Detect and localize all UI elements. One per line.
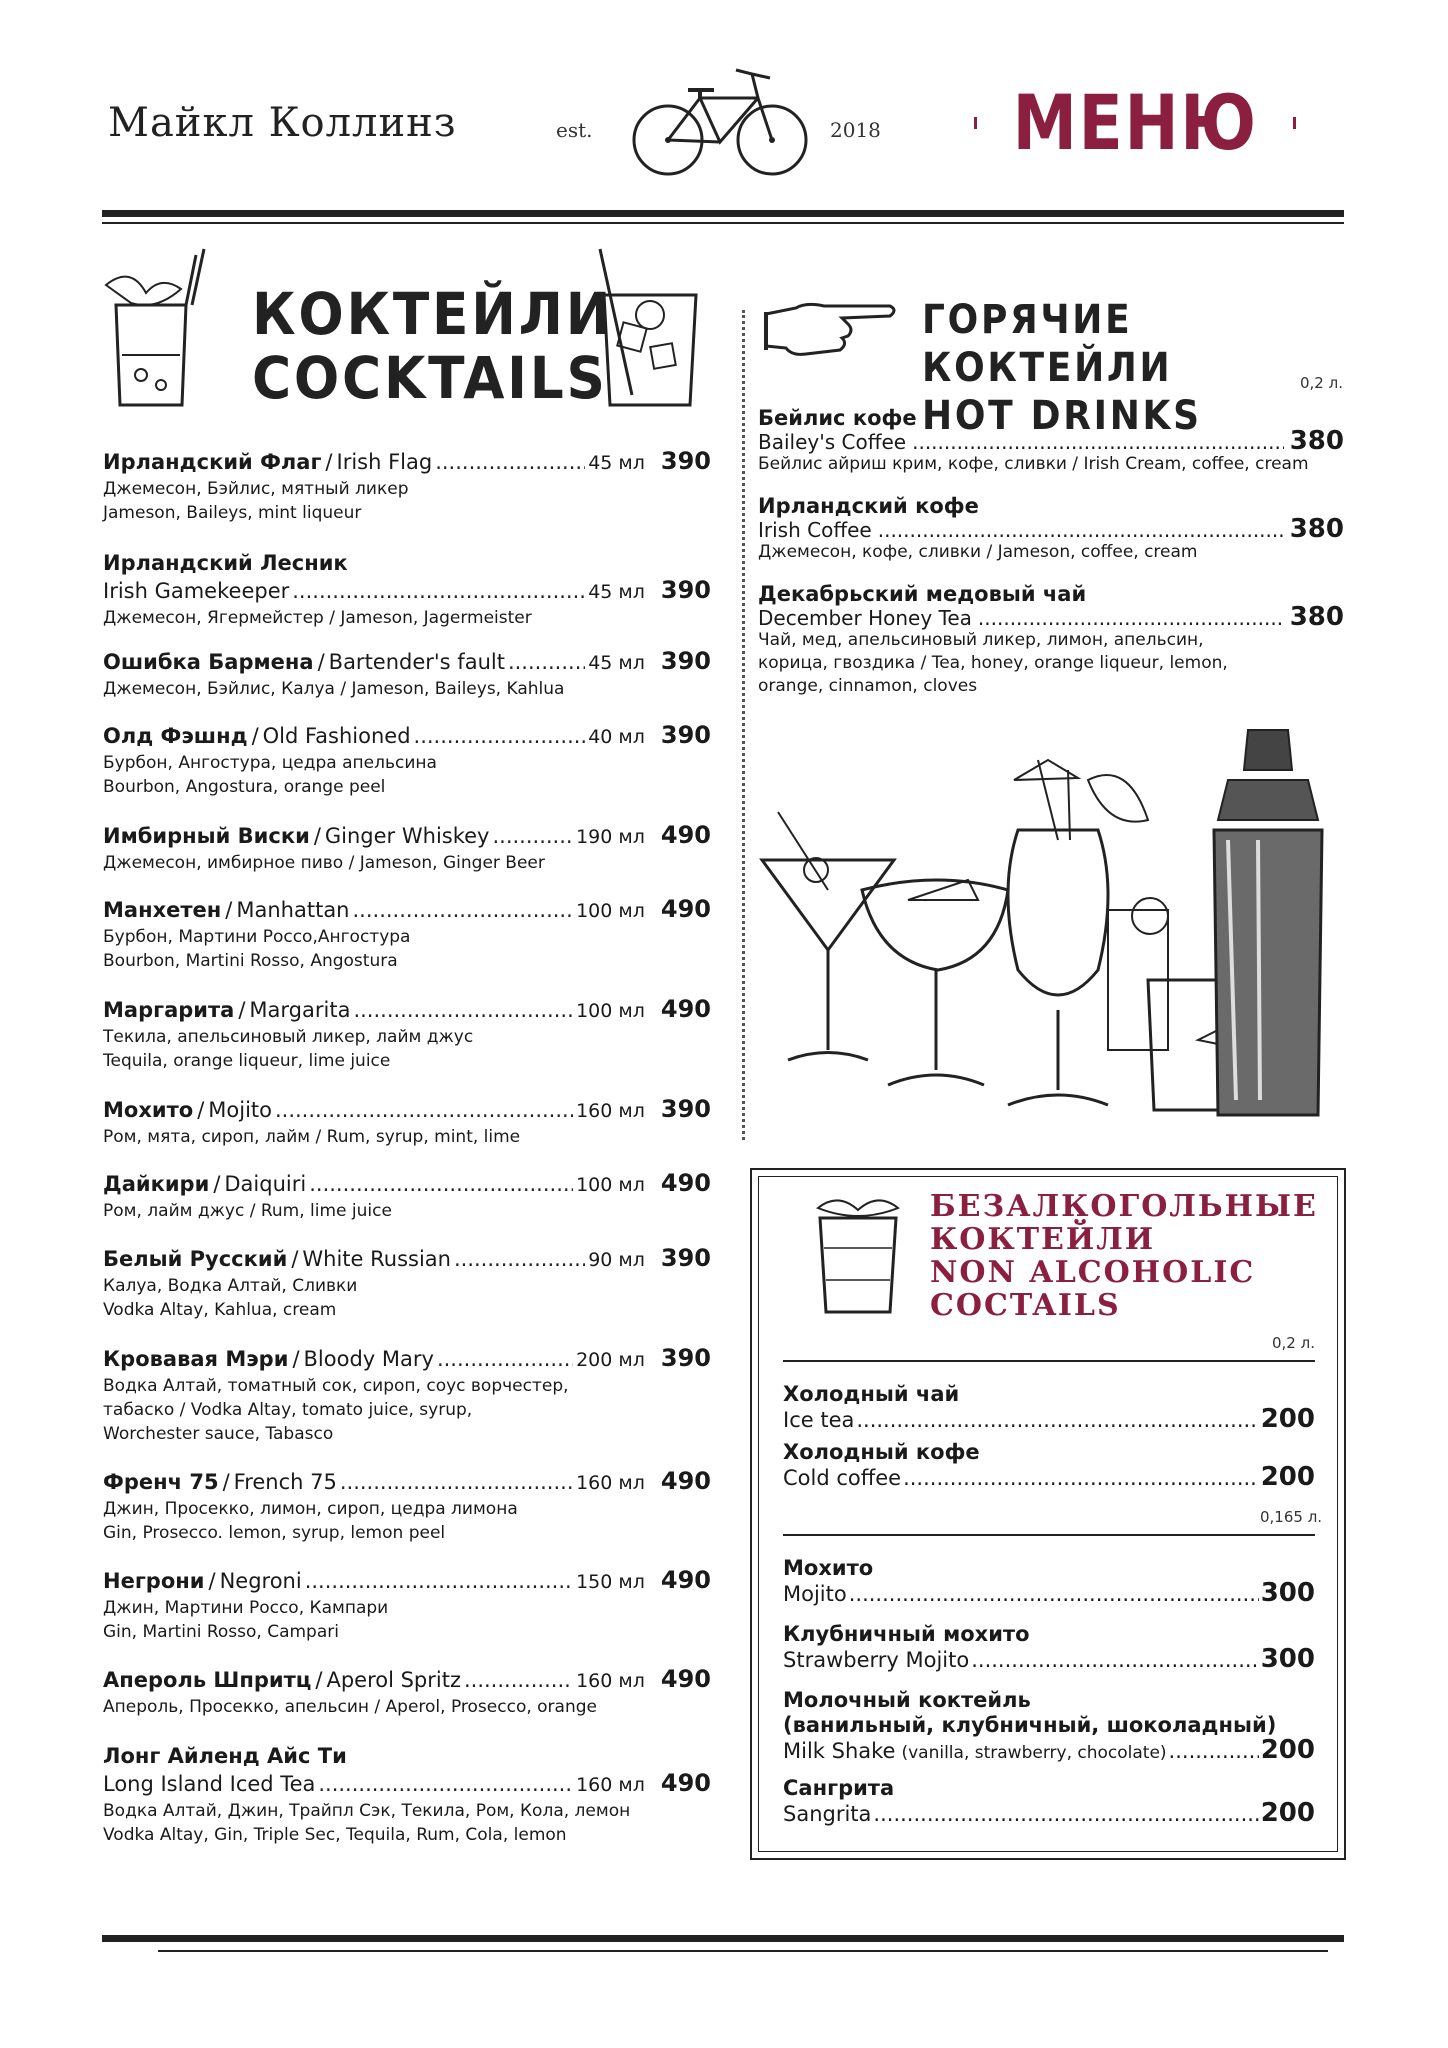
leader-dots — [464, 1667, 573, 1694]
cocktail-description: Ром, мята, сироп, лайм / Rum, syrup, mint, lime — [103, 1127, 521, 1147]
non-alcoholic-name-en: Cold coffee — [783, 1466, 902, 1490]
hot-drink-description: Чай, мед, апельсиновый ликер, лимон, апельсин, — [758, 630, 1204, 650]
cocktail-name-en: Margarita — [249, 998, 351, 1022]
non-alcoholic-name-ru: Сангрита — [783, 1776, 895, 1800]
cocktail-name-ru: Олд Фэшнд — [103, 724, 248, 748]
hot-drink-name-en: Irish Coffee — [758, 518, 872, 542]
cocktail-volume: 190 мл — [576, 826, 645, 848]
cocktail-description-en: табаско / Vodka Altay, tomato juice, syrup, — [103, 1400, 473, 1420]
cocktail-name-ru: Манхетен — [103, 898, 222, 922]
leader-dots — [1169, 1739, 1259, 1764]
name-separator: / — [222, 1470, 230, 1494]
highball-glass-icon — [590, 245, 710, 415]
cocktail-item — [103, 550, 711, 630]
cocktail-price: 490 — [660, 1665, 711, 1693]
hot-drink-description-2: корица, гвоздика / Tea, honey, orange liqueur, lemon, — [758, 653, 1228, 673]
hot-drink-name-ru: Бейлис кофе — [758, 406, 917, 430]
leader-dots — [971, 1648, 1259, 1673]
cocktail-description-en: Jameson, Baileys, mint liqueur — [103, 503, 362, 523]
leader-dots — [353, 897, 574, 924]
cocktail-name-en: Mojito — [208, 1098, 272, 1122]
name-separator: / — [315, 1668, 323, 1692]
cocktail-name-ru: Имбирный Виски — [103, 824, 310, 848]
cocktail-name-ru: Мохито — [103, 1098, 194, 1122]
leader-dots — [978, 607, 1284, 629]
hot-drink-item — [758, 494, 1344, 564]
non-alcoholic-unit-1: 0,2 л. — [1272, 1334, 1315, 1352]
non-alcoholic-item — [783, 1688, 1315, 1766]
cocktail-name-ru: Негрони — [103, 1569, 205, 1593]
cocktail-price: 490 — [660, 1566, 711, 1594]
cocktail-name-ru: Белый Русский — [103, 1247, 288, 1271]
non-alcoholic-item — [783, 1622, 1315, 1673]
cocktail-description: Джемесон, Ягермейстер / Jameson, Jagermeister — [103, 608, 532, 628]
cocktail-volume: 160 мл — [576, 1774, 645, 1796]
cocktail-name-en: Irish Gamekeeper — [103, 579, 290, 603]
cocktail-name-en: Negroni — [219, 1569, 302, 1593]
name-separator: / — [213, 1172, 221, 1196]
non-alcoholic-price: 200 — [1260, 1735, 1315, 1765]
leader-dots — [318, 1771, 573, 1798]
mojito-glass-icon — [808, 1188, 908, 1318]
hot-drink-name-en: Bailey's Coffee — [758, 430, 907, 454]
cocktail-description: Апероль, Просекко, апельсин / Aperol, Prosecco, orange — [103, 1697, 597, 1717]
leader-dots — [454, 1246, 585, 1273]
pointing-hand-icon — [762, 292, 902, 362]
cocktail-name-ru: Лонг Айленд Айс Ти — [103, 1744, 347, 1768]
cocktail-description-en: Gin, Prosecco. lemon, syrup, lemon peel — [103, 1523, 446, 1543]
cocktail-item — [103, 1468, 711, 1545]
cocktail-name-ru: Ирландский Лесник — [103, 551, 348, 575]
cocktail-description-en: Gin, Martini Rosso, Campari — [103, 1622, 339, 1642]
cocktail-name-en: Bloody Mary — [303, 1347, 434, 1371]
non-alcoholic-title — [930, 1190, 1318, 1322]
cocktail-description: Ром, лайм джус / Rum, lime juice — [103, 1201, 392, 1221]
leader-dots — [435, 449, 585, 476]
cocktail-name-en: French 75 — [233, 1470, 337, 1494]
cocktail-description: Бурбон, Мартини Россо,Ангостура — [103, 927, 411, 947]
hot-drinks-title-en: HOT DRINKS — [922, 393, 1202, 439]
non-alcoholic-name-ru: Холодный кофе — [783, 1440, 980, 1464]
non-alcoholic-price: 300 — [1260, 1578, 1315, 1608]
cocktail-price: 490 — [660, 995, 711, 1023]
cocktail-item — [103, 1245, 711, 1322]
cocktail-description: Джемесон, имбирное пиво / Jameson, Ginger Beer — [103, 853, 545, 873]
cocktail-item — [103, 1345, 711, 1446]
leader-dots — [275, 1097, 573, 1124]
leader-dots — [912, 431, 1284, 453]
name-separator: / — [292, 1347, 300, 1371]
cocktail-description: Джемесон, Бэйлис, мятный ликер — [103, 479, 409, 499]
hot-drinks-title-ru: ГОРЯЧИЕ КОКТЕЙЛИ — [922, 297, 1173, 391]
non-alcoholic-item — [783, 1776, 1315, 1827]
leader-dots — [305, 1568, 573, 1595]
leader-dots — [903, 1466, 1259, 1491]
cocktail-name-en: Ginger Whiskey — [324, 824, 490, 848]
hot-drink-description-3: orange, cinnamon, cloves — [758, 676, 978, 696]
cocktail-description: Джемесон, Бэйлис, Калуа / Jameson, Baileys, Kahlua — [103, 679, 565, 699]
cocktail-item — [103, 1567, 711, 1644]
cocktail-item — [103, 1666, 711, 1719]
title-dash-left — [974, 117, 977, 129]
non-alcoholic-name-en: Ice tea — [783, 1408, 855, 1432]
cocktail-item — [103, 448, 711, 525]
cocktail-description: Текила, апельсиновый ликер, лайм джус — [103, 1027, 474, 1047]
cocktail-name-en: Daiquiri — [224, 1172, 307, 1196]
cocktail-description: Калуа, Водка Алтай, Сливки — [103, 1276, 358, 1296]
established-label: est. — [556, 118, 593, 142]
cocktail-name-en: Manhattan — [236, 898, 350, 922]
cocktail-volume: 160 мл — [576, 1100, 645, 1122]
cocktail-description: Водка Алтай, томатный сок, сироп, соус ворчестер, — [103, 1376, 569, 1396]
non-alcoholic-name-en: Strawberry Mojito — [783, 1648, 970, 1672]
cocktail-item — [103, 1170, 711, 1223]
cocktail-name-ru: Кровавая Мэри — [103, 1347, 289, 1371]
leader-dots — [508, 649, 585, 676]
brand-name: Майкл Коллинз — [108, 100, 457, 146]
cocktail-name-ru: Ошибка Бармена — [103, 650, 314, 674]
cocktail-item — [103, 648, 711, 701]
non-alcoholic-rule-2 — [783, 1534, 1315, 1536]
cocktails-title — [252, 282, 613, 410]
cocktail-price: 490 — [660, 1769, 711, 1797]
cocktail-price: 390 — [660, 447, 711, 475]
leader-dots — [414, 723, 586, 750]
cocktail-volume: 45 мл — [588, 652, 645, 674]
non-alcoholic-price: 200 — [1260, 1404, 1315, 1434]
name-separator: / — [238, 998, 246, 1022]
hot-drink-name-ru: Декабрьский медовый чай — [758, 582, 1087, 606]
non-alcoholic-item — [783, 1440, 1315, 1491]
leader-dots — [873, 1802, 1258, 1827]
leader-dots — [492, 823, 573, 850]
non-alcoholic-title-line4: COCTAILS — [930, 1288, 1121, 1323]
cocktail-volume: 45 мл — [588, 452, 645, 474]
cocktail-item — [103, 1096, 711, 1149]
cocktail-price: 490 — [660, 821, 711, 849]
cocktail-volume: 150 мл — [576, 1571, 645, 1593]
name-separator: / — [208, 1569, 216, 1593]
cocktail-name-en: Aperol Spritz — [326, 1668, 461, 1692]
menu-title-text: МЕНЮ — [1012, 78, 1258, 167]
non-alcoholic-flavors: (vanilla, strawberry, chocolate) — [901, 1743, 1167, 1763]
cocktail-bar-illustration — [758, 720, 1348, 1120]
cocktail-item — [103, 896, 711, 973]
hot-drink-item — [758, 582, 1344, 698]
hot-drink-name-ru: Ирландский кофе — [758, 494, 979, 518]
cocktail-name-en: Long Island Iced Tea — [103, 1772, 316, 1796]
name-separator: / — [313, 824, 321, 848]
cocktail-name-ru: Маргарита — [103, 998, 235, 1022]
leader-dots — [309, 1171, 573, 1198]
cocktail-price: 490 — [660, 1169, 711, 1197]
cocktail-name-en: Irish Flag — [336, 450, 433, 474]
non-alcoholic-title-line1: БЕЗАЛКОГОЛЬНЫЕ — [930, 1189, 1318, 1224]
non-alcoholic-price: 300 — [1260, 1644, 1315, 1674]
cocktail-price: 390 — [660, 576, 711, 604]
hot-drinks-unit: 0,2 л. — [1300, 374, 1343, 392]
non-alcoholic-rule-1 — [783, 1360, 1315, 1362]
leader-dots — [849, 1582, 1259, 1607]
hot-drink-price: 380 — [1289, 426, 1344, 456]
cocktail-item — [103, 822, 711, 875]
cocktail-description: Бурбон, Ангостура, цедра апельсина — [103, 753, 437, 773]
non-alcoholic-item — [783, 1382, 1315, 1433]
header-rule-thin — [102, 222, 1344, 224]
non-alcoholic-name-ru: Молочный коктейль — [783, 1688, 1031, 1712]
cocktail-volume: 100 мл — [576, 1174, 645, 1196]
name-separator: / — [225, 898, 233, 922]
non-alcoholic-price: 200 — [1260, 1462, 1315, 1492]
hot-drink-description: Бейлис айриш крим, кофе, сливки / Irish Cream, coffee, cream — [758, 454, 1309, 474]
cocktail-price: 490 — [660, 895, 711, 923]
hot-drink-price: 380 — [1289, 602, 1344, 632]
leader-dots — [292, 578, 585, 605]
cocktail-volume: 160 мл — [576, 1472, 645, 1494]
cocktail-name-ru: Апероль Шпритц — [103, 1668, 312, 1692]
name-separator: / — [317, 650, 325, 674]
non-alcoholic-price: 200 — [1260, 1798, 1315, 1828]
cocktail-volume: 200 мл — [576, 1349, 645, 1371]
menu-title — [960, 78, 1310, 168]
cocktail-price: 390 — [660, 1095, 711, 1123]
non-alcoholic-name-ru: Клубничный мохито — [783, 1622, 1030, 1646]
cocktail-name-ru: Ирландский Флаг — [103, 450, 322, 474]
cocktail-volume: 100 мл — [576, 1000, 645, 1022]
cocktail-name-en: Old Fashioned — [262, 724, 411, 748]
non-alcoholic-name-ru-extra: (ванильный, клубничный, шоколадный) — [783, 1713, 1277, 1737]
cocktail-glass-icon — [86, 245, 216, 415]
cocktail-description-en: Bourbon, Martini Rosso, Angostura — [103, 951, 398, 971]
cocktail-description-en: Bourbon, Angostura, orange peel — [103, 777, 386, 797]
cocktail-name-en: Bartender's fault — [328, 650, 505, 674]
cocktail-name-ru: Френч 75 — [103, 1470, 219, 1494]
non-alcoholic-name-en: Milk Shake — [783, 1739, 896, 1763]
cocktail-name-ru: Дайкири — [103, 1172, 210, 1196]
cocktail-description: Джин, Мартини Россо, Кампари — [103, 1598, 389, 1618]
non-alcoholic-title-line2: КОКТЕЙЛИ — [930, 1222, 1156, 1257]
leader-dots — [353, 997, 573, 1024]
cocktail-description-en: Vodka Altay, Gin, Triple Sec, Tequila, Rum, Cola, lemon — [103, 1825, 567, 1845]
cocktail-item — [103, 1743, 711, 1847]
non-alcoholic-name-ru: Холодный чай — [783, 1382, 960, 1406]
cocktails-title-en: COCKTAILS — [252, 344, 608, 412]
cocktail-item — [103, 722, 711, 799]
cocktail-name-en: White Russian — [302, 1247, 451, 1271]
non-alcoholic-unit-2: 0,165 л. — [1260, 1508, 1323, 1526]
title-dash-right — [1293, 117, 1296, 129]
footer-rule-thick — [102, 1935, 1344, 1942]
hot-drink-name-en: December Honey Tea — [758, 606, 972, 630]
hot-drink-description: Джемесон, кофе, сливки / Jameson, coffee, cream — [758, 542, 1198, 562]
cocktails-title-ru: КОКТЕЙЛИ — [252, 280, 614, 348]
hot-drink-price: 380 — [1289, 514, 1344, 544]
name-separator: / — [197, 1098, 205, 1122]
column-divider — [742, 310, 745, 1140]
non-alcoholic-name-en: Sangrita — [783, 1802, 872, 1826]
cocktail-description: Джин, Просекко, лимон, сироп, цедра лимона — [103, 1499, 518, 1519]
cocktail-price: 390 — [660, 647, 711, 675]
bicycle-icon — [630, 60, 810, 180]
leader-dots — [878, 519, 1284, 541]
leader-dots — [340, 1469, 573, 1496]
name-separator: / — [291, 1247, 299, 1271]
hot-drink-item — [758, 406, 1344, 476]
cocktail-volume: 40 мл — [588, 726, 645, 748]
cocktail-description-extra: Worchester sauce, Tabasco — [103, 1424, 334, 1444]
header-rule-thick — [102, 210, 1344, 217]
non-alcoholic-item — [783, 1556, 1315, 1607]
cocktail-description: Водка Алтай, Джин, Трайпл Сэк, Текила, Ром, Кола, лемон — [103, 1801, 631, 1821]
non-alcoholic-name-ru: Мохито — [783, 1556, 874, 1580]
footer-rule-thin — [158, 1950, 1328, 1952]
cocktail-item — [103, 996, 711, 1073]
cocktail-volume: 90 мл — [588, 1249, 645, 1271]
cocktail-volume: 160 мл — [576, 1670, 645, 1692]
cocktail-description-en: Tequila, orange liqueur, lime juice — [103, 1051, 391, 1071]
name-separator: / — [325, 450, 333, 474]
leader-dots — [437, 1346, 573, 1373]
leader-dots — [856, 1408, 1258, 1433]
non-alcoholic-name-en: Mojito — [783, 1582, 847, 1606]
cocktail-volume: 100 мл — [576, 900, 645, 922]
cocktail-price: 390 — [660, 1244, 711, 1272]
cocktail-volume: 45 мл — [588, 581, 645, 603]
cocktail-price: 390 — [660, 721, 711, 749]
non-alcoholic-title-line3: NON ALCOHOLIC — [930, 1255, 1256, 1290]
cocktail-description-en: Vodka Altay, Kahlua, cream — [103, 1300, 337, 1320]
established-year: 2018 — [830, 118, 881, 142]
cocktail-price: 390 — [660, 1344, 711, 1372]
name-separator: / — [251, 724, 259, 748]
cocktail-price: 490 — [660, 1467, 711, 1495]
